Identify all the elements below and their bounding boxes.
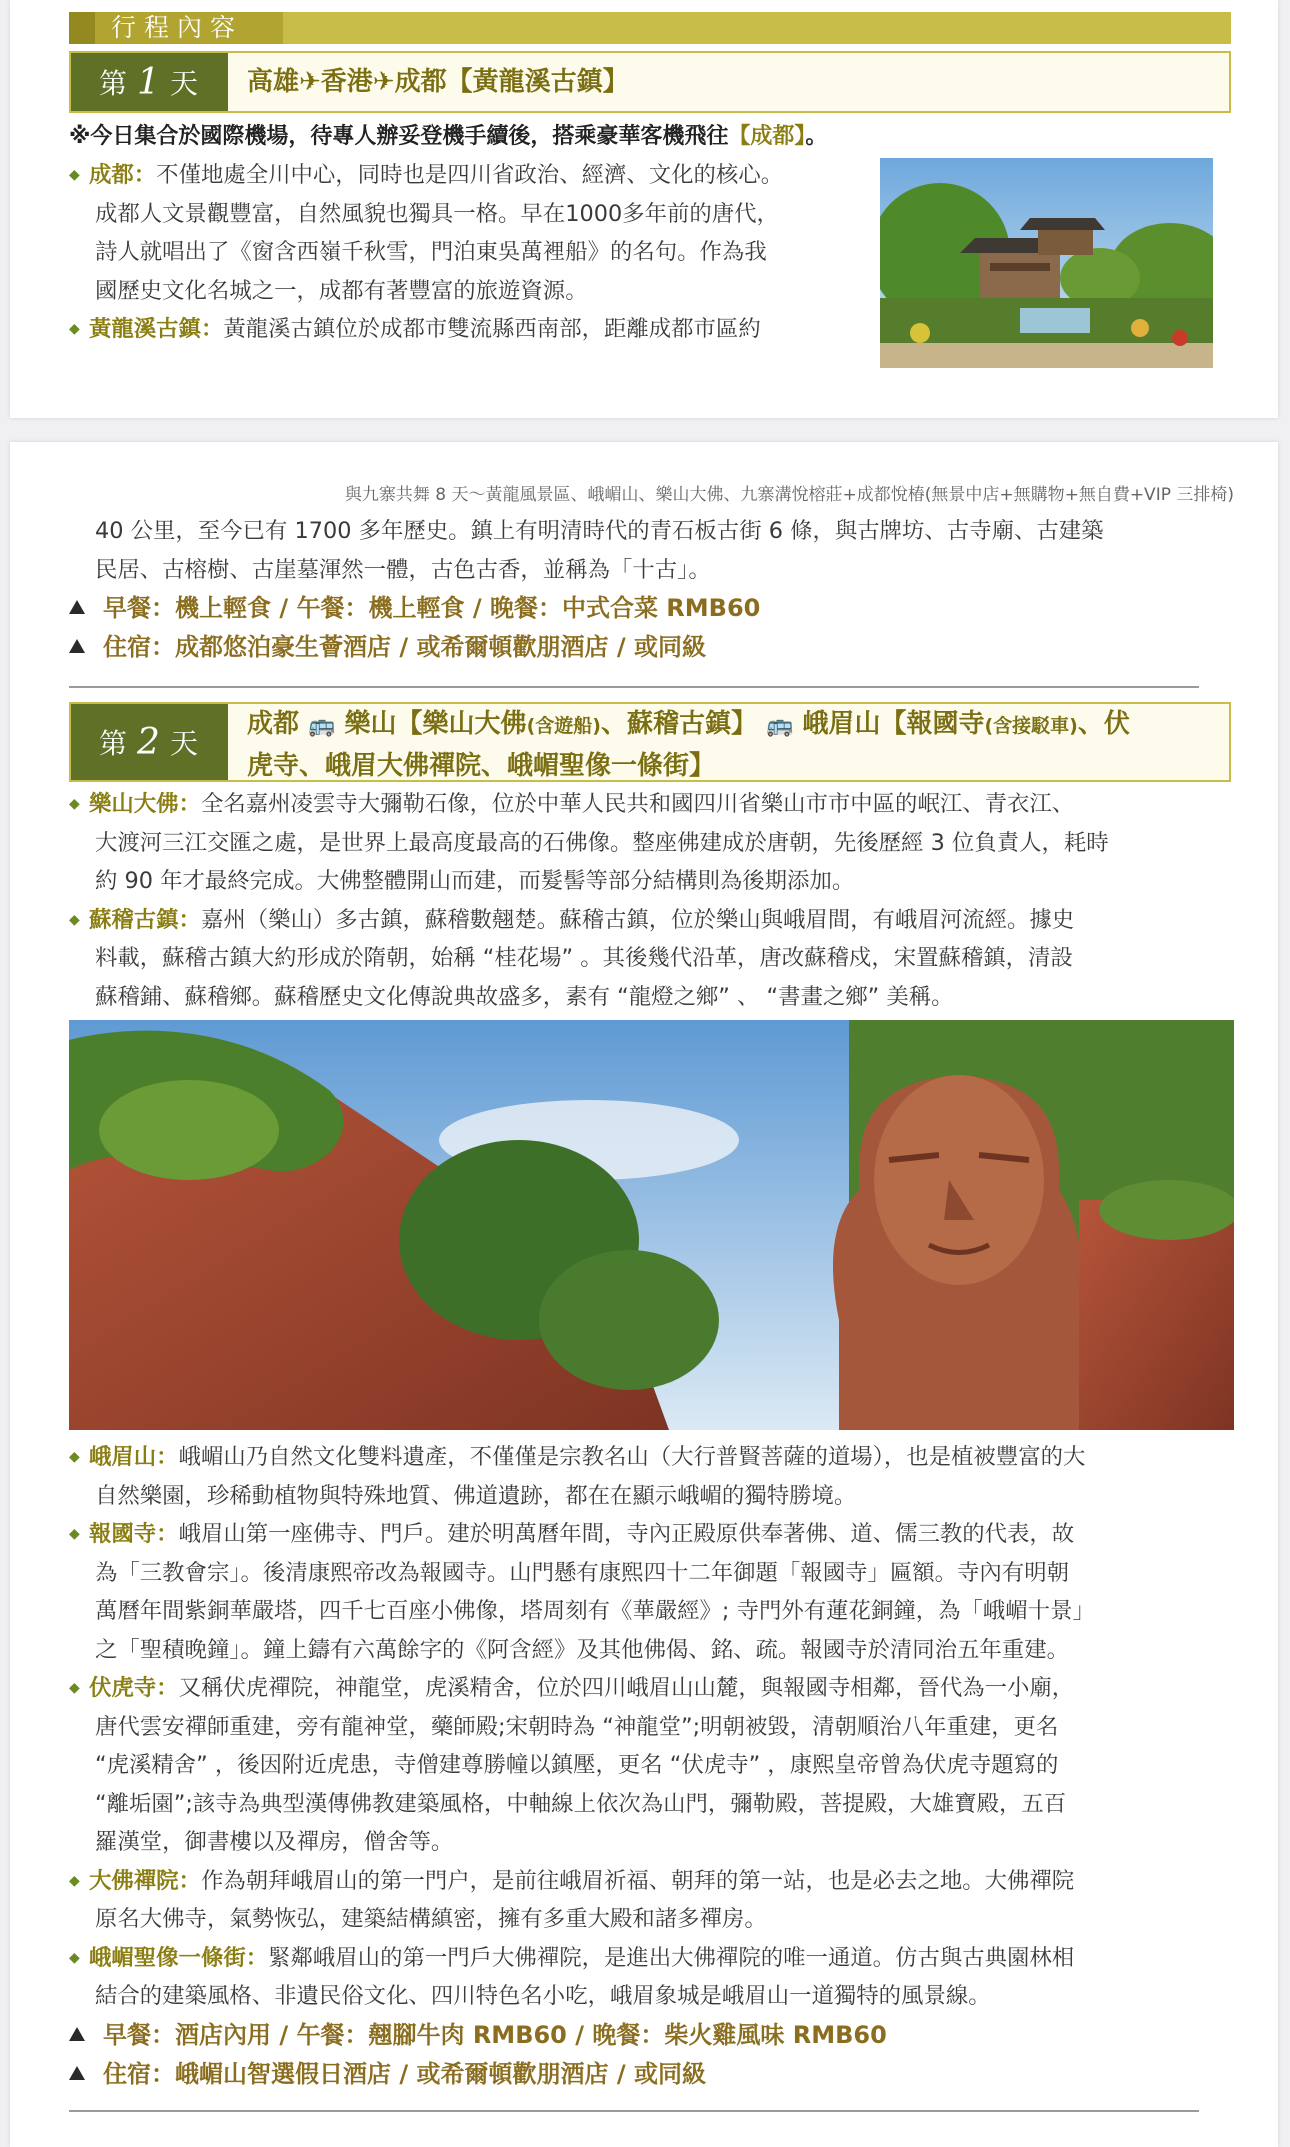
item-line: 40 公里，至今已有 1700 多年歷史。鎮上有明清時代的青石板古街 6 條，與古牌坊、古寺廟、古建築 [95, 518, 1104, 544]
diamond-bullet-icon: ◆ [69, 1526, 80, 1542]
day1-label-suffix: 天 [169, 67, 200, 100]
title-part: 樂山【樂山大佛 [344, 709, 527, 739]
triangle-icon [69, 600, 85, 614]
diamond-bullet-icon: ◆ [69, 796, 80, 812]
triangle-icon [69, 639, 85, 653]
item-line: 緊鄰峨眉山的第一門戶大佛禪院，是進出大佛禪院的唯一通道。仿古與古典園林相 [268, 1944, 1075, 1971]
title-note: (含接駁車) [984, 715, 1078, 737]
list-item-suji-town [69, 901, 1232, 1017]
day1-notice-text: ※今日集合於國際機場，待專人辦妥登機手續後，搭乘豪華客機飛往 [69, 124, 729, 149]
day1-continued-text [69, 512, 1232, 589]
running-header: 與九寨共舞 8 天～黃龍風景區、峨嵋山、樂山大佛、九寨溝悅榕莊+成都悅椿(無景中店+無購物+無自費+VIP 三排椅) [344, 485, 1234, 505]
day1-notice [69, 118, 1232, 157]
item-keyword: 報國寺： [89, 1521, 179, 1547]
item-line: 嘉州（樂山）多古鎮，蘇稽數翹楚。蘇稽古鎮，位於樂山與峨眉間，有峨眉河流經。據史 [200, 906, 1075, 933]
day2-label-prefix: 第 [99, 727, 130, 760]
diamond-bullet-icon: ◆ [69, 1949, 80, 1966]
title-part: 峨眉山【報國寺 [802, 709, 985, 739]
title-part: 、蘇稽古鎮】 [600, 709, 757, 739]
item-keyword: 樂山大佛： [89, 791, 201, 817]
list-item-baoguo-temple [69, 1515, 1232, 1669]
item-line: 成都人文景觀豐富，自然風貌也獨具一格。早在1000多年前的唐代， [95, 200, 779, 227]
day1-intro [69, 118, 1232, 157]
item-line: “虎溪精舍” ，後因附近虎患，寺僧建尊勝幢以鎮壓，更名 “伏虎寺” ，康熙皇帝曾為伏虎寺題寫的 [95, 1752, 1059, 1778]
day2-label-number: 2 [137, 721, 162, 763]
title-part: 成都 [247, 709, 300, 739]
day2-label [71, 704, 228, 780]
item-line: “離垢園”;該寺為典型漢傳佛教建築風格，中軸線上依次為山門，彌勒殿，菩提殿，大雄寶殿，五百 [95, 1790, 1067, 1817]
item-line: 萬曆年間紫銅華嚴塔，四千七百座小佛像，塔周刻有《華嚴經》; 寺門外有蓮花銅鐘，為「峨嵋十景」 [95, 1598, 1095, 1624]
item-line: 又稱伏虎禪院，神龍堂，虎溪精舍，位於四川峨眉山山麓，與報國寺相鄰，晉代為一小廟， [178, 1675, 1075, 1701]
day2-meals [69, 2016, 1232, 2055]
day1-meals [69, 589, 1232, 628]
day1-items [69, 156, 869, 349]
day1-label-number: 1 [137, 61, 162, 103]
triangle-icon [69, 2066, 85, 2080]
day1-continued [69, 512, 1232, 667]
day1-notice-end: 。 [805, 124, 828, 149]
list-item-leshan-buddha [69, 785, 1232, 901]
title-part: 虎寺、峨眉大佛禪院、峨嵋聖像一條街】 [247, 751, 716, 781]
triangle-icon [69, 2027, 85, 2041]
item-line: 料載，蘇稽古鎮大約形成於隋朝，始稱 “桂花場” 。其後幾代沿革，唐改蘇稽戍，宋置蘇稽鎮，清設 [95, 945, 1073, 971]
item-keyword: 黃龍溪古鎮： [89, 316, 224, 342]
day1-label-prefix: 第 [99, 67, 130, 100]
divider [69, 2110, 1199, 2112]
diamond-bullet-icon: ◆ [69, 1449, 80, 1465]
diamond-bullet-icon: ◆ [69, 1872, 80, 1889]
day2-items-after [69, 1438, 1232, 2094]
item-line: 結合的建築風格、非遺民俗文化、四川特色名小吃，峨眉象城是峨眉山一道獨特的風景線。 [95, 1983, 991, 2009]
day2-meals-text: 早餐：酒店內用 / 午餐：翹腳牛肉 RMB60 / 晚餐：柴火雞風味 RMB60 [103, 2020, 887, 2049]
day2-hotel [69, 2055, 1232, 2094]
bus-icon: 🚌 [308, 713, 336, 738]
page-1 [10, 0, 1278, 418]
item-line: 全名嘉州凌雲寺大彌勒石像，位於中華人民共和國四川省樂山市市中區的岷江、青衣江、 [200, 791, 1075, 817]
diamond-bullet-icon: ◆ [69, 167, 80, 183]
section-title: 行程內容 [69, 12, 283, 44]
item-line: 黃龍溪古鎮位於成都市雙流縣西南部，距離成都市區約 [223, 316, 761, 342]
day1-meals-text: 早餐：機上輕食 / 午餐：機上輕食 / 晚餐：中式合菜 RMB60 [103, 594, 761, 622]
day1-label [71, 53, 228, 111]
list-item-emeishan [69, 1438, 1232, 1515]
item-keyword: 蘇稽古鎮： [89, 906, 201, 933]
title-note: (含遊船) [526, 715, 601, 737]
day2-header [69, 702, 1231, 782]
item-keyword: 峨眉山： [89, 1444, 179, 1470]
item-line: 約 90 年才最終完成。大佛整體開山而建，而髮髻等部分結構則為後期添加。 [95, 868, 855, 894]
item-line: 之「聖積晚鐘」。鐘上鑄有六萬餘字的《阿含經》及其他佛偈、銘、疏。報國寺於清同治五年重建。 [95, 1636, 1069, 1663]
day1-hotel-text: 住宿：成都悠泊豪生薈酒店 / 或希爾頓歡朋酒店 / 或同級 [103, 633, 706, 661]
item-keyword: 大佛禪院： [89, 1867, 201, 1894]
item-line: 自然樂園，珍稀動植物與特殊地質、佛道遺跡，都在在顯示峨嵋的獨特勝境。 [95, 1482, 857, 1509]
item-line: 原名大佛寺，氣勢恢弘，建築結構縝密，擁有多重大殿和諸多禪房。 [95, 1906, 767, 1932]
list-item-dafo-chanyuan [69, 1862, 1232, 1939]
diamond-bullet-icon: ◆ [69, 911, 80, 928]
item-line: 唐代雲安禪師重建，旁有龍神堂，藥師殿;宋朝時為 “神龍堂”;明朝被毀，清朝順治八年重建，更名 [95, 1713, 1059, 1740]
list-item-chengdu [69, 156, 869, 310]
item-keyword: 伏虎寺： [89, 1675, 179, 1701]
item-line: 作為朝拜峨眉山的第一門户，是前往峨眉祈福、朝拜的第一站，也是必去之地。大佛禪院 [200, 1867, 1075, 1894]
item-keyword: 成都： [89, 162, 157, 188]
item-line: 峨眉山第一座佛寺、門戶。建於明萬曆年間，寺內正殿原供奉著佛、道、儒三教的代表，故 [178, 1521, 1075, 1547]
item-line: 蘇稽鋪、蘇稽鄉。蘇稽歷史文化傳說典故盛多，素有 “龍燈之鄉” 、 “書畫之鄉” 美稱。 [95, 983, 954, 1010]
item-line: 峨嵋山乃自然文化雙料遺產，不僅僅是宗教名山（大行普賢菩薩的道場），也是植被豐富的大 [178, 1444, 1086, 1470]
item-line: 民居、古榕樹、古崖墓渾然一體，古色古香，並稱為「十古」。 [95, 556, 711, 583]
day2-title [247, 704, 1217, 780]
bus-icon: 🚌 [766, 713, 794, 738]
day1-title: 高雄✈香港✈成都【黃龍溪古鎮】 [247, 67, 629, 97]
page-2 [10, 442, 1278, 2147]
list-item-huanglongxi [69, 310, 869, 349]
item-line: 國歷史文化名城之一，成都有著豐富的旅遊資源。 [95, 277, 588, 304]
item-line: 詩人就唱出了《窗含西嶺千秋雪，門泊東吳萬裡船》的名句。作為我 [95, 239, 767, 265]
section-title-bar [69, 12, 1231, 44]
list-item-emei-street [69, 1939, 1232, 2016]
day2-label-suffix: 天 [169, 727, 200, 760]
item-line: 大渡河三江交匯之處，是世界上最高度最高的石佛像。整座佛建成於唐朝，先後歷經 3 位負責人，耗時 [95, 829, 1109, 856]
item-line: 羅漢堂，御書樓以及禪房，僧舍等。 [95, 1829, 454, 1855]
diamond-bullet-icon: ◆ [69, 321, 80, 337]
huanglongxi-garden-photo [880, 158, 1213, 368]
divider [69, 686, 1199, 688]
day1-header [69, 51, 1231, 113]
title-part: 、伏 [1077, 709, 1130, 739]
day1-notice-destination: 【成都】 [728, 124, 806, 149]
item-keyword: 峨嵋聖像一條街： [89, 1944, 269, 1971]
leshan-giant-buddha-photo [69, 1020, 1234, 1430]
day1-hotel [69, 628, 1232, 667]
day2-hotel-text: 住宿：峨嵋山智選假日酒店 / 或希爾頓歡朋酒店 / 或同級 [103, 2059, 706, 2088]
list-item-fuhu-temple [69, 1669, 1232, 1862]
diamond-bullet-icon: ◆ [69, 1680, 80, 1696]
item-line: 為「三教會宗」。後清康熙帝改為報國寺。山門懸有康熙四十二年御題「報國寺」匾額。寺內有明朝 [95, 1559, 1069, 1586]
day2-items-before [69, 785, 1232, 1016]
item-line: 不僅地處全川中心，同時也是四川省政治、經濟、文化的核心。 [156, 162, 784, 188]
